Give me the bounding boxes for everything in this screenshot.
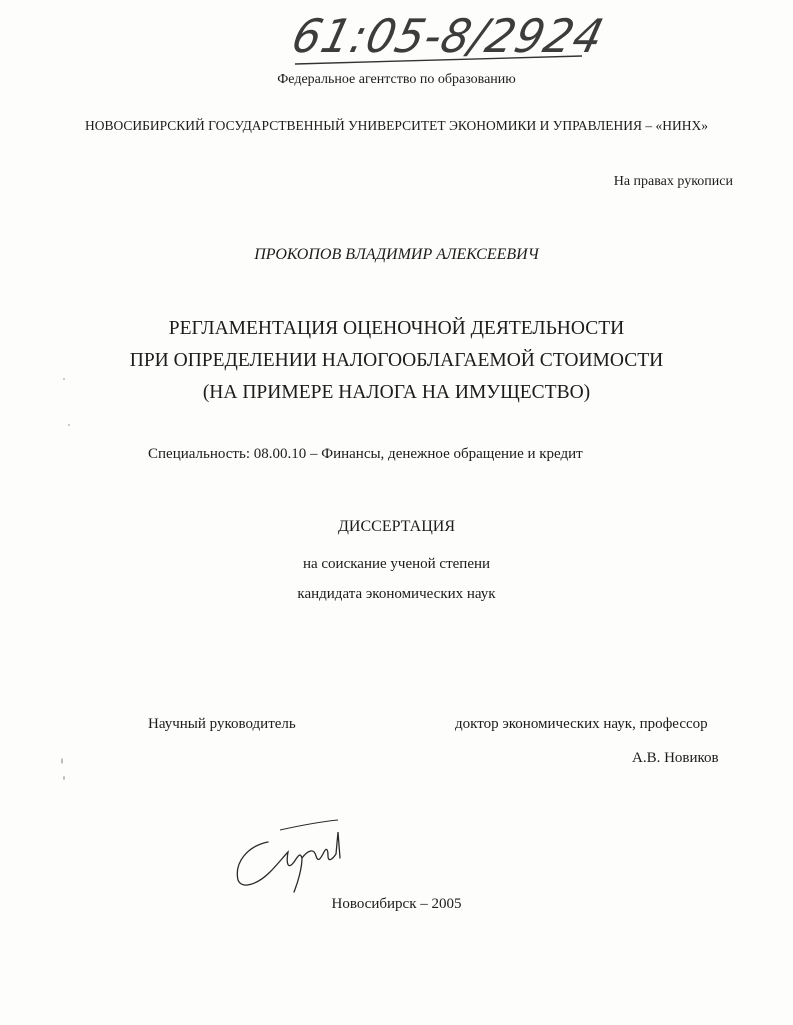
scan-speck [68, 424, 70, 426]
author-name: ПРОКОПОВ ВЛАДИМИР АЛЕКСЕЕВИЧ [254, 246, 539, 263]
specialty: Специальность: 08.00.10 – Финансы, денежное обращение и кредит [148, 446, 583, 462]
document-type: ДИССЕРТАЦИЯ [338, 518, 455, 535]
manuscript-rights: На правах рукописи [613, 174, 733, 189]
stamp-underline [290, 6, 590, 68]
scan-speck [63, 776, 65, 780]
supervisor-credentials: доктор экономических наук, профессор [455, 716, 708, 732]
supervisor-name: А.В. Новиков [632, 750, 719, 766]
scan-speck [61, 758, 63, 764]
degree-line-1: на соискание ученой степени [302, 556, 491, 572]
title-line-3: (НА ПРИМЕРЕ НАЛОГА НА ИМУЩЕСТВО) [202, 382, 591, 403]
title-line-1: РЕГЛАМЕНТАЦИЯ ОЦЕНОЧНОЙ ДЕЯТЕЛЬНОСТИ [168, 318, 625, 339]
scan-speck [63, 378, 65, 380]
supervisor-label: Научный руководитель [148, 716, 296, 732]
title-line-2: ПРИ ОПРЕДЕЛЕНИИ НАЛОГООБЛАГАЕМОЙ СТОИМОСТИ [129, 350, 664, 371]
city-year: Новосибирск – 2005 [331, 896, 462, 912]
agency-name: Федеральное агентство по образованию [277, 72, 516, 87]
signature [228, 812, 358, 897]
degree-line-2: кандидата экономических наук [297, 586, 496, 602]
archive-stamp: 61:05-8/2924 [286, 10, 610, 64]
university-name: НОВОСИБИРСКИЙ ГОСУДАРСТВЕННЫЙ УНИВЕРСИТЕТ ЭКОНОМИКИ И УПРАВЛЕНИЯ – «НИНХ» [84, 118, 709, 133]
